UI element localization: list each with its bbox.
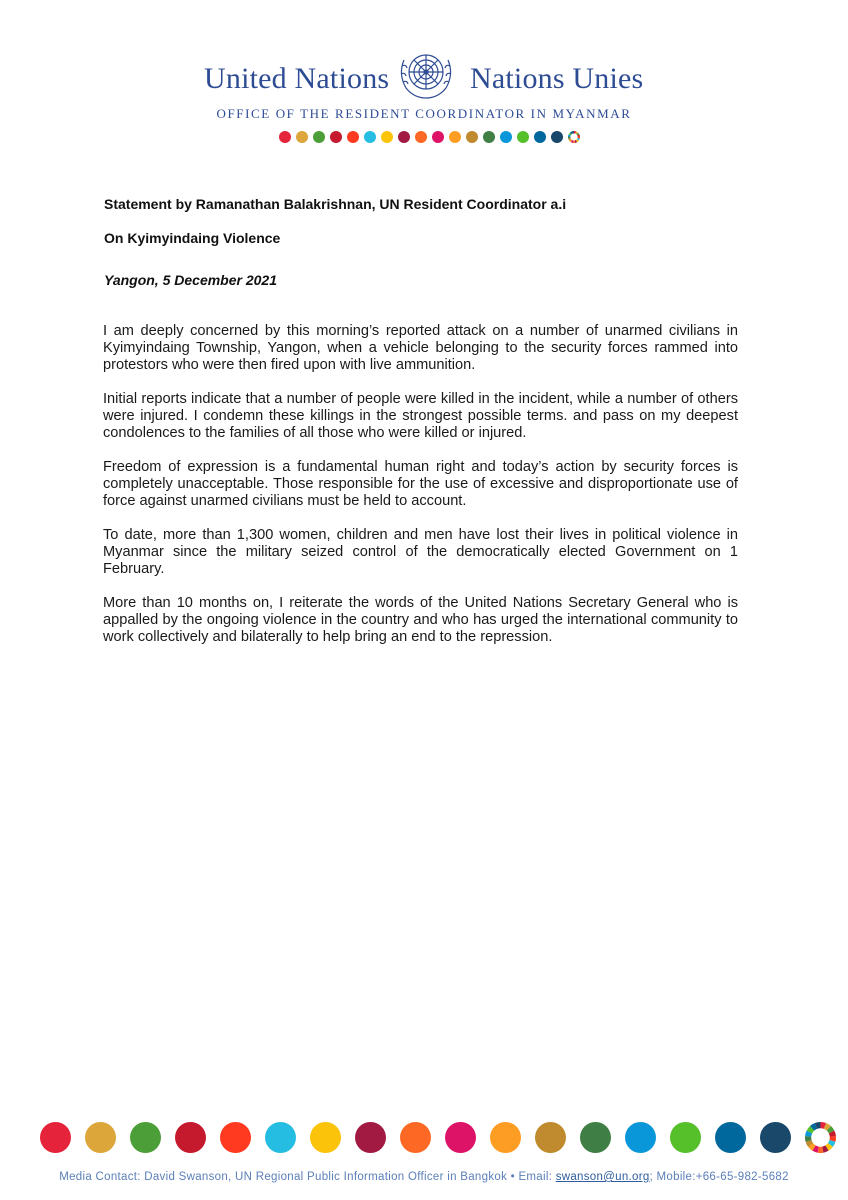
paragraph: Initial reports indicate that a number of people were killed in the incident, while a number of others were injured. I condemn these killings in the strongest possible terms. and pass on my deepest condolences to the families of all those who were killed or injured. [103,391,738,441]
statement-body [103,323,738,663]
paragraph: More than 10 months on, I reiterate the words of the United Nations Secretary General who is appalled by the ongoing violence in the country and who has urged the international community to work collectively and bilaterally to help bring an end to the repression. [103,595,738,645]
sdg-color-dot [85,1122,116,1153]
sdg-color-dot [40,1122,71,1153]
sdg-color-dot [364,131,376,143]
sdg-color-dot [347,131,359,143]
sdg-color-dot [220,1122,251,1153]
sdg-color-dot [415,131,427,143]
sdg-color-dot [400,1122,431,1153]
media-contact-footer [0,1171,848,1183]
statement-subtitle: On Kyimyindaing Violence [104,230,281,246]
paragraph: I am deeply concerned by this morning’s reported attack on a number of unarmed civilians in Kyimyindaing Township, Yangon, when a vehicle belonging to the security forces rammed into protestors who were then fired upon with live ammunition. [103,323,738,373]
sdg-color-dot [432,131,444,143]
paragraph: To date, more than 1,300 women, children and men have lost their lives in political violence in Myanmar since the military seized control of the democratically elected Government on 1 February. [103,527,738,577]
sdg-color-dot [551,131,563,143]
sdg-color-dot [500,131,512,143]
sdg-color-dot [715,1122,746,1153]
sdg-color-dot [279,131,291,143]
sdg-color-dot [625,1122,656,1153]
sdg-color-dot [381,131,393,143]
sdg-wheel-icon [568,131,580,143]
sdg-color-dot [330,131,342,143]
sdg-color-dot [355,1122,386,1153]
dateline: Yangon, 5 December 2021 [104,272,278,288]
un-emblem-icon [394,42,458,102]
sdg-color-dot [760,1122,791,1153]
sdg-color-dot [445,1122,476,1153]
sdg-color-strip-top [279,131,580,143]
statement-title: Statement by Ramanathan Balakrishnan, UN Resident Coordinator a.i [104,196,567,212]
sdg-color-dot [517,131,529,143]
sdg-color-dot [580,1122,611,1153]
sdg-color-dot [449,131,461,143]
letterhead [0,18,848,121]
sdg-color-dot [535,1122,566,1153]
sdg-wheel-icon [805,1122,836,1153]
email-link[interactable]: swanson@un.org [555,1171,650,1183]
sdg-color-dot [534,131,546,143]
sdg-color-dot [130,1122,161,1153]
sdg-color-dot [490,1122,521,1153]
sdg-color-dot [310,1122,341,1153]
org-name-french: Nations Unies [470,62,644,95]
org-name-english: United Nations [204,62,390,95]
sdg-color-dot [265,1122,296,1153]
sdg-color-dot [313,131,325,143]
sdg-color-dot [466,131,478,143]
sdg-color-dot [398,131,410,143]
sdg-color-strip-bottom [40,1122,836,1153]
footer-mobile-text: ; Mobile:+66-65-982-5682 [649,1171,789,1183]
office-name: OFFICE OF THE RESIDENT COORDINATOR IN MYANMAR [216,106,632,121]
paragraph: Freedom of expression is a fundamental human right and today’s action by security forces is completely unacceptable. Those responsible for the use of excessive and disproportionate use of force against unarmed civilians must be held to account. [103,459,738,509]
sdg-color-dot [670,1122,701,1153]
sdg-color-dot [483,131,495,143]
footer-contact-text: Media Contact: David Swanson, UN Regional Public Information Officer in Bangkok • Email: [59,1171,556,1183]
sdg-color-dot [175,1122,206,1153]
sdg-color-dot [296,131,308,143]
